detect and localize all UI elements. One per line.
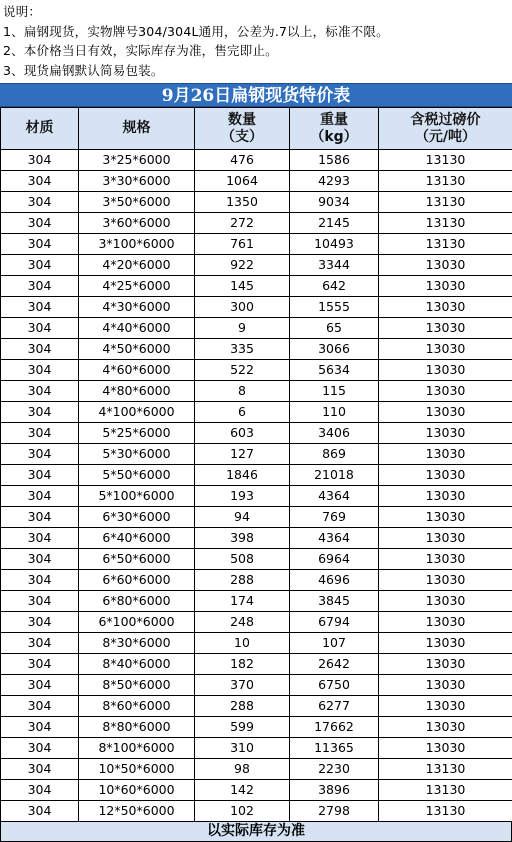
header-weight: 重量 （kg） <box>290 108 379 150</box>
cell-weight: 4364 <box>290 486 379 507</box>
cell-spec: 3*100*6000 <box>79 234 195 255</box>
cell-spec: 4*30*6000 <box>79 297 195 318</box>
cell-quantity: 288 <box>195 570 290 591</box>
cell-price: 13130 <box>379 150 512 171</box>
table-row <box>1 570 512 591</box>
header-price: 含税过磅价 （元/吨） <box>379 108 512 150</box>
cell-material: 304 <box>1 780 79 801</box>
cell-weight: 21018 <box>290 465 379 486</box>
cell-material: 304 <box>1 381 79 402</box>
cell-material: 304 <box>1 801 79 822</box>
cell-spec: 6*80*6000 <box>79 591 195 612</box>
cell-material: 304 <box>1 507 79 528</box>
cell-quantity: 508 <box>195 549 290 570</box>
cell-price: 13130 <box>379 213 512 234</box>
cell-quantity: 1846 <box>195 465 290 486</box>
table-row <box>1 675 512 696</box>
table-row <box>1 150 512 171</box>
table-row <box>1 759 512 780</box>
cell-price: 13030 <box>379 465 512 486</box>
cell-material: 304 <box>1 150 79 171</box>
cell-weight: 10493 <box>290 234 379 255</box>
cell-quantity: 9 <box>195 318 290 339</box>
cell-spec: 8*40*6000 <box>79 654 195 675</box>
cell-price: 13030 <box>379 654 512 675</box>
cell-price: 13030 <box>379 696 512 717</box>
table-row <box>1 696 512 717</box>
cell-weight: 3066 <box>290 339 379 360</box>
cell-spec: 4*50*6000 <box>79 339 195 360</box>
cell-price: 13030 <box>379 297 512 318</box>
table-row <box>1 465 512 486</box>
header-spec: 规格 <box>79 108 195 150</box>
table-row <box>1 549 512 570</box>
cell-weight: 17662 <box>290 717 379 738</box>
cell-quantity: 272 <box>195 213 290 234</box>
cell-spec: 6*60*6000 <box>79 570 195 591</box>
cell-material: 304 <box>1 759 79 780</box>
table-row <box>1 192 512 213</box>
price-table <box>0 107 512 822</box>
cell-quantity: 174 <box>195 591 290 612</box>
cell-price: 13030 <box>379 423 512 444</box>
table-row <box>1 402 512 423</box>
cell-spec: 8*50*6000 <box>79 675 195 696</box>
table-row <box>1 612 512 633</box>
cell-quantity: 10 <box>195 633 290 654</box>
cell-quantity: 288 <box>195 696 290 717</box>
cell-spec: 8*30*6000 <box>79 633 195 654</box>
cell-quantity: 335 <box>195 339 290 360</box>
cell-quantity: 94 <box>195 507 290 528</box>
cell-quantity: 182 <box>195 654 290 675</box>
table-body <box>1 150 512 822</box>
table-row <box>1 528 512 549</box>
cell-price: 13030 <box>379 402 512 423</box>
cell-material: 304 <box>1 234 79 255</box>
table-title: 9月26日扁钢现货特价表 <box>0 83 512 107</box>
cell-spec: 5*50*6000 <box>79 465 195 486</box>
cell-weight: 6794 <box>290 612 379 633</box>
cell-weight: 2230 <box>290 759 379 780</box>
cell-quantity: 922 <box>195 255 290 276</box>
table-row <box>1 444 512 465</box>
cell-spec: 6*30*6000 <box>79 507 195 528</box>
cell-spec: 6*100*6000 <box>79 612 195 633</box>
cell-spec: 4*100*6000 <box>79 402 195 423</box>
cell-price: 13030 <box>379 528 512 549</box>
cell-price: 13030 <box>379 738 512 759</box>
cell-spec: 8*60*6000 <box>79 696 195 717</box>
table-row <box>1 213 512 234</box>
table-row <box>1 633 512 654</box>
table-row <box>1 339 512 360</box>
cell-material: 304 <box>1 675 79 696</box>
cell-price: 13030 <box>379 360 512 381</box>
cell-weight: 5634 <box>290 360 379 381</box>
cell-weight: 110 <box>290 402 379 423</box>
cell-spec: 3*25*6000 <box>79 150 195 171</box>
table-row <box>1 654 512 675</box>
cell-weight: 6964 <box>290 549 379 570</box>
cell-weight: 3344 <box>290 255 379 276</box>
header-material: 材质 <box>1 108 79 150</box>
cell-quantity: 310 <box>195 738 290 759</box>
cell-weight: 115 <box>290 381 379 402</box>
cell-price: 13030 <box>379 255 512 276</box>
cell-weight: 642 <box>290 276 379 297</box>
cell-spec: 5*100*6000 <box>79 486 195 507</box>
cell-material: 304 <box>1 696 79 717</box>
cell-price: 13030 <box>379 612 512 633</box>
table-row <box>1 591 512 612</box>
cell-weight: 2145 <box>290 213 379 234</box>
cell-weight: 9034 <box>290 192 379 213</box>
cell-material: 304 <box>1 171 79 192</box>
cell-material: 304 <box>1 612 79 633</box>
cell-price: 13030 <box>379 507 512 528</box>
cell-weight: 3406 <box>290 423 379 444</box>
cell-material: 304 <box>1 570 79 591</box>
cell-price: 13130 <box>379 780 512 801</box>
cell-quantity: 476 <box>195 150 290 171</box>
cell-material: 304 <box>1 486 79 507</box>
cell-material: 304 <box>1 318 79 339</box>
cell-weight: 1586 <box>290 150 379 171</box>
cell-quantity: 300 <box>195 297 290 318</box>
cell-quantity: 8 <box>195 381 290 402</box>
cell-spec: 4*80*6000 <box>79 381 195 402</box>
cell-price: 13030 <box>379 717 512 738</box>
cell-weight: 1555 <box>290 297 379 318</box>
cell-material: 304 <box>1 213 79 234</box>
table-row <box>1 255 512 276</box>
cell-spec: 8*80*6000 <box>79 717 195 738</box>
cell-quantity: 370 <box>195 675 290 696</box>
cell-price: 13030 <box>379 486 512 507</box>
notes-section <box>0 0 512 83</box>
cell-price: 13030 <box>379 549 512 570</box>
cell-material: 304 <box>1 297 79 318</box>
cell-material: 304 <box>1 192 79 213</box>
cell-spec: 12*50*6000 <box>79 801 195 822</box>
cell-price: 13030 <box>379 339 512 360</box>
cell-spec: 8*100*6000 <box>79 738 195 759</box>
cell-weight: 769 <box>290 507 379 528</box>
cell-price: 13030 <box>379 276 512 297</box>
cell-quantity: 102 <box>195 801 290 822</box>
cell-spec: 6*50*6000 <box>79 549 195 570</box>
cell-spec: 10*50*6000 <box>79 759 195 780</box>
table-row <box>1 486 512 507</box>
cell-quantity: 398 <box>195 528 290 549</box>
cell-quantity: 6 <box>195 402 290 423</box>
cell-spec: 4*20*6000 <box>79 255 195 276</box>
cell-price: 13130 <box>379 192 512 213</box>
cell-material: 304 <box>1 549 79 570</box>
cell-price: 13030 <box>379 381 512 402</box>
cell-weight: 6277 <box>290 696 379 717</box>
table-row <box>1 276 512 297</box>
cell-price: 13130 <box>379 234 512 255</box>
table-row <box>1 801 512 822</box>
table-row <box>1 171 512 192</box>
table-row <box>1 360 512 381</box>
cell-spec: 10*60*6000 <box>79 780 195 801</box>
cell-weight: 65 <box>290 318 379 339</box>
cell-price: 13130 <box>379 801 512 822</box>
cell-price: 13030 <box>379 570 512 591</box>
cell-quantity: 522 <box>195 360 290 381</box>
cell-spec: 3*50*6000 <box>79 192 195 213</box>
cell-spec: 6*40*6000 <box>79 528 195 549</box>
table-footer: 以实际库存为准 <box>0 822 512 842</box>
cell-price: 13030 <box>379 591 512 612</box>
cell-quantity: 1064 <box>195 171 290 192</box>
cell-material: 304 <box>1 591 79 612</box>
cell-material: 304 <box>1 528 79 549</box>
cell-material: 304 <box>1 633 79 654</box>
table-row <box>1 717 512 738</box>
cell-weight: 6750 <box>290 675 379 696</box>
cell-quantity: 193 <box>195 486 290 507</box>
cell-spec: 4*60*6000 <box>79 360 195 381</box>
table-row <box>1 423 512 444</box>
notes-heading: 说明： <box>3 2 512 22</box>
cell-material: 304 <box>1 255 79 276</box>
cell-weight: 107 <box>290 633 379 654</box>
cell-spec: 5*30*6000 <box>79 444 195 465</box>
table-row <box>1 738 512 759</box>
cell-price: 13130 <box>379 171 512 192</box>
cell-price: 13030 <box>379 675 512 696</box>
cell-price: 13030 <box>379 318 512 339</box>
cell-material: 304 <box>1 402 79 423</box>
cell-weight: 3896 <box>290 780 379 801</box>
cell-weight: 4696 <box>290 570 379 591</box>
header-row <box>1 108 512 150</box>
cell-weight: 869 <box>290 444 379 465</box>
cell-weight: 2798 <box>290 801 379 822</box>
cell-material: 304 <box>1 654 79 675</box>
note-line-1: 1、扁钢现货，实物牌号304/304L通用，公差为.7以上，标准不限。 <box>3 22 512 42</box>
cell-material: 304 <box>1 339 79 360</box>
cell-spec: 5*25*6000 <box>79 423 195 444</box>
cell-weight: 4293 <box>290 171 379 192</box>
table-row <box>1 318 512 339</box>
cell-material: 304 <box>1 423 79 444</box>
table-row <box>1 780 512 801</box>
cell-quantity: 603 <box>195 423 290 444</box>
cell-quantity: 599 <box>195 717 290 738</box>
cell-material: 304 <box>1 360 79 381</box>
header-quantity: 数量 （支） <box>195 108 290 150</box>
note-line-3: 3、现货扁钢默认简易包装。 <box>3 61 512 81</box>
table-row <box>1 507 512 528</box>
cell-spec: 3*60*6000 <box>79 213 195 234</box>
cell-spec: 3*30*6000 <box>79 171 195 192</box>
cell-material: 304 <box>1 465 79 486</box>
cell-quantity: 761 <box>195 234 290 255</box>
table-row <box>1 297 512 318</box>
cell-material: 304 <box>1 276 79 297</box>
cell-price: 13130 <box>379 759 512 780</box>
cell-price: 13030 <box>379 444 512 465</box>
cell-weight: 11365 <box>290 738 379 759</box>
cell-quantity: 145 <box>195 276 290 297</box>
cell-quantity: 98 <box>195 759 290 780</box>
cell-spec: 4*40*6000 <box>79 318 195 339</box>
note-line-2: 2、本价格当日有效，实际库存为准，售完即止。 <box>3 41 512 61</box>
cell-weight: 2642 <box>290 654 379 675</box>
cell-material: 304 <box>1 738 79 759</box>
cell-quantity: 142 <box>195 780 290 801</box>
cell-weight: 3845 <box>290 591 379 612</box>
cell-spec: 4*25*6000 <box>79 276 195 297</box>
cell-material: 304 <box>1 717 79 738</box>
cell-quantity: 1350 <box>195 192 290 213</box>
cell-quantity: 248 <box>195 612 290 633</box>
cell-weight: 4364 <box>290 528 379 549</box>
cell-price: 13030 <box>379 633 512 654</box>
table-row <box>1 381 512 402</box>
cell-quantity: 127 <box>195 444 290 465</box>
cell-material: 304 <box>1 444 79 465</box>
table-row <box>1 234 512 255</box>
